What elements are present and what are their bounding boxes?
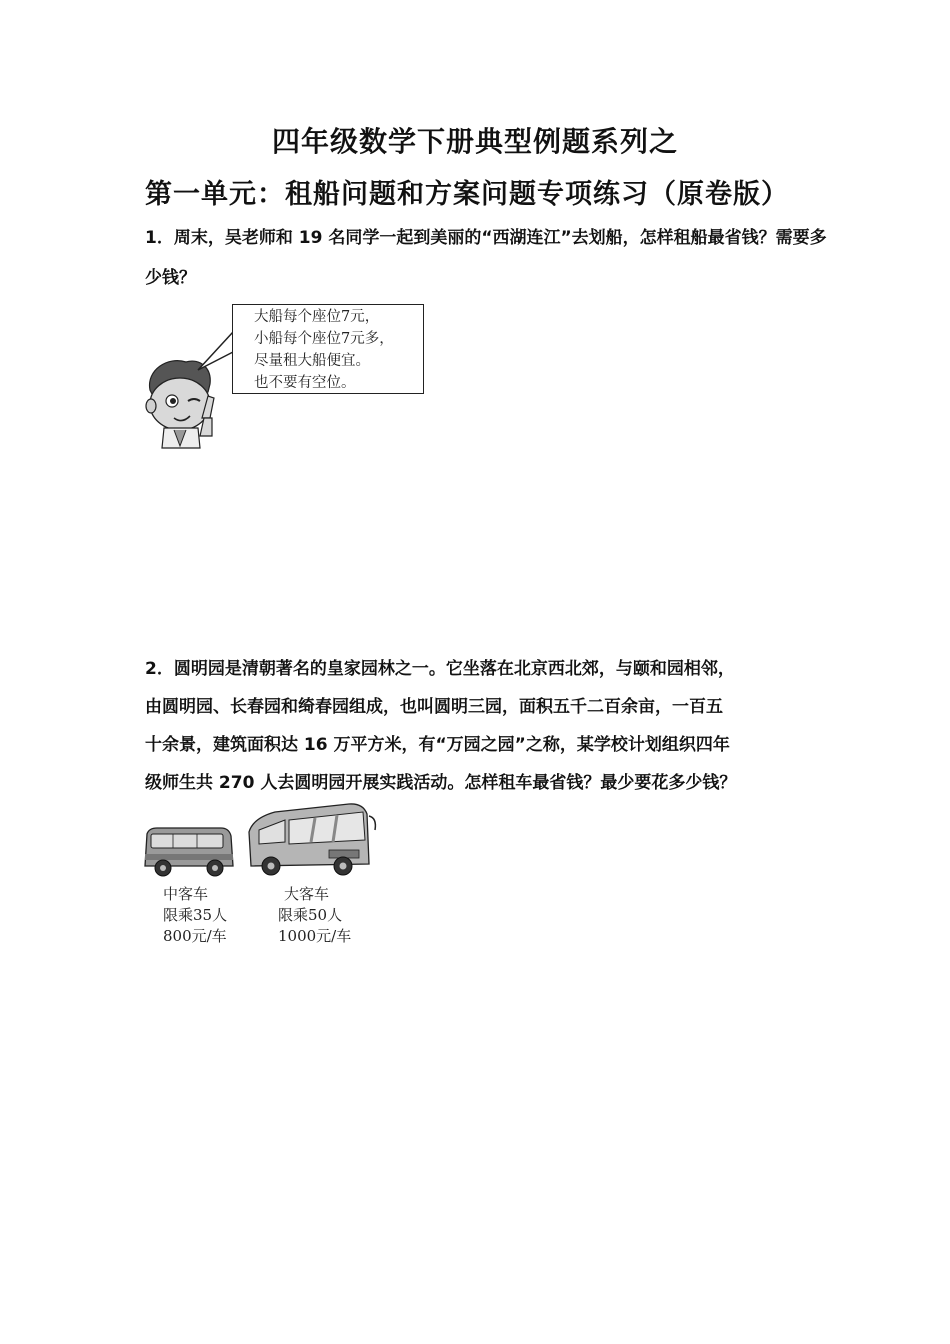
question-2-line: 2．圆明园是清朝著名的皇家园林之一。它坐落在北京西北郊，与颐和园相邻， (145, 659, 735, 679)
speech-line: 小船每个座位7元多， (254, 331, 394, 347)
vehicle-name: 中客车 (163, 885, 209, 903)
page-subtitle: 第一单元：租船问题和方案问题专项练习（原卷版） (145, 179, 789, 210)
question-2-line: 由圆明园、长春园和绮春园组成，也叫圆明三园，面积五千二百余亩，一百五 (145, 697, 723, 717)
question-2-line: 级师生共 270 人去圆明园开展实践活动。怎样租车最省钱？最少要花多少钱？ (145, 773, 737, 793)
large-bus-illustration (245, 802, 379, 880)
vehicle-capacity: 限乘35人 (163, 906, 228, 924)
medium-bus-info (163, 884, 227, 947)
vehicle-capacity: 限乘50人 (278, 906, 343, 924)
speech-line: 尽量租大船便宜。 (254, 353, 370, 369)
speech-pointer (196, 330, 236, 374)
vehicle-price: 800元/车 (163, 927, 227, 945)
speech-line: 也不要有空位。 (254, 375, 356, 391)
question-2-text (145, 650, 835, 802)
page-title: 四年级数学下册典型例题系列之 (271, 125, 678, 158)
medium-bus-illustration (143, 826, 235, 880)
vehicle-price: 1000元/车 (278, 927, 352, 945)
vehicle-name: 大客车 (284, 885, 330, 903)
question-1-text: 1．周末，吴老师和 19 名同学一起到美丽的“西湖连江”去划船，怎样租船最省钱？需要多少钱？ (145, 228, 827, 288)
question-2-line: 十余景，建筑面积达 16 万平方米，有“万园之园”之称，某学校计划组织四年 (145, 735, 730, 755)
large-bus-info (278, 884, 351, 947)
speech-line: 大船每个座位7元， (254, 309, 380, 325)
speech-bubble (232, 304, 424, 394)
